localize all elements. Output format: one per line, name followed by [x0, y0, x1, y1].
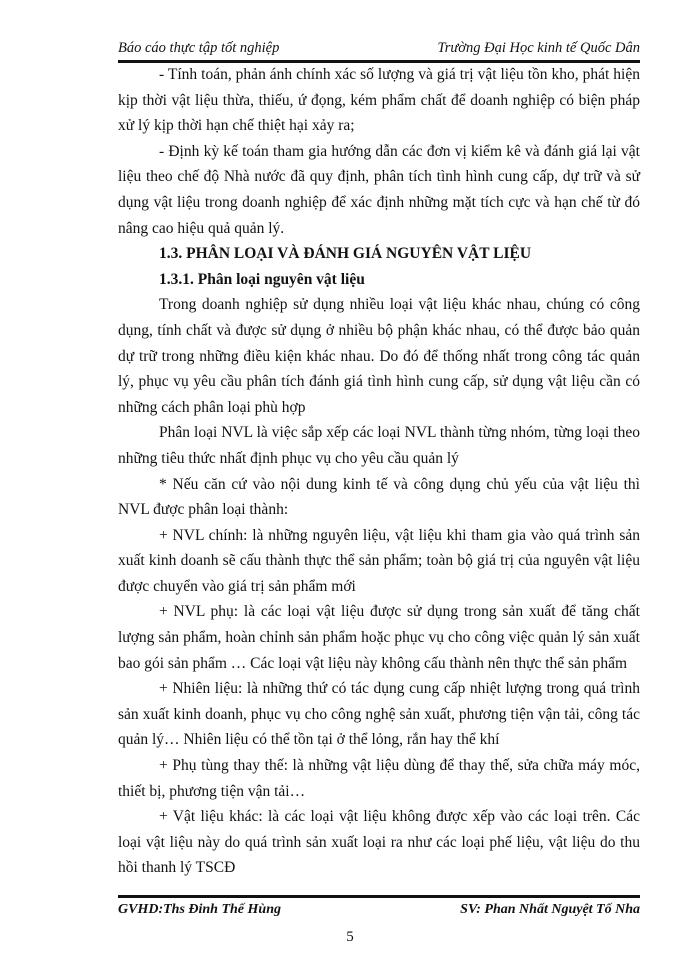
paragraph-5: * Nếu căn cứ vào nội dung kinh tế và công dụng chủ yếu của vật liệu thì NVL được phân loại thành: — [118, 475, 640, 519]
paragraph-9: + Phụ tùng thay thế: là những vật liệu dùng để thay thế, sửa chữa máy móc, thiết bị, phương tiện vận tải… — [118, 757, 640, 800]
footer-supervisor: GVHD:Ths Đinh Thế Hùng — [118, 902, 281, 917]
paragraph-7: + NVL phụ: là các loại vật liệu được sử dụng trong sản xuất để tăng chất lượng sản phẩm, hoàn chỉnh sản phẩm hoặc phục vụ cho công việc quản lý sản xuất bao gói sản phẩm … Các loại vật liệu này không cấu thành nên thực thể sản phẩm — [118, 603, 640, 672]
paragraph-3: Trong doanh nghiệp sử dụng nhiều loại vật liệu khác nhau, chúng có công dụng, tính chất và được sử dụng ở nhiều bộ phận khác nhau, có thể được bảo quản dự trữ trong những điều kiện khác nhau. Do đó để thống nhất trong công tác quản lý, phục vụ yêu cầu phân tích đánh giá tình hình cung cấp, sử dụng vật liệu cần có những cách phân loại phù hợp — [118, 296, 640, 416]
page-number: 5 — [346, 929, 354, 945]
section-heading: 1.3. PHÂN LOẠI VÀ ĐÁNH GIÁ NGUYÊN VẬT LIỆU — [159, 245, 532, 263]
header-university-name: Trường Đại Học kinh tế Quốc Dân — [437, 40, 640, 56]
paragraph-1: - Tính toán, phản ánh chính xác số lượng và giá trị vật liệu tồn kho, phát hiện kịp thời vật liệu thừa, thiếu, ứ đọng, kém phẩm chất để doanh nghiệp có biện pháp xử lý kịp thời hạn chế thiệt hại xảy ra; — [118, 66, 640, 135]
footer-student: SV: Phan Nhất Nguyệt Tố Nha — [460, 902, 640, 917]
subsection-heading: 1.3.1. Phân loại nguyên vật liệu — [159, 270, 365, 288]
page-footer — [118, 902, 640, 924]
paragraph-6: + NVL chính: là những nguyên liệu, vật liệu khi tham gia vào quá trình sản xuất kinh doanh sẽ cấu thành thực thể sản phẩm; toàn bộ giá trị của nguyên vật liệu được chuyển vào giá trị sản phẩm mới — [118, 526, 640, 595]
paragraph-2: - Định kỳ kế toán tham gia hướng dẫn các đơn vị kiểm kê và đánh giá lại vật liệu theo chế độ Nhà nước đã quy định, phân tích tình hình cung cấp, dự trữ và sử dụng vật liệu trong doanh nghiệp để xác định những mặt tích cực và hạn chế từ đó nâng cao hiệu quả quản lý. — [118, 142, 640, 237]
paragraph-10: + Vật liệu khác: là các loại vật liệu không được xếp vào các loại trên. Các loại vật liệu này do quá trình sản xuất loại ra như các loại phế liệu, vật liệu do thu hồi thanh lý TSCĐ — [118, 808, 640, 877]
page-header — [118, 40, 640, 62]
page-body — [118, 62, 640, 881]
paragraph-8: + Nhiên liệu: là những thứ có tác dụng cung cấp nhiệt lượng trong quá trình sản xuất kinh doanh, phục vụ cho công nghệ sản xuất, phương tiện vận tải, công tác quản lý… Nhiên liệu có thể tồn tại ở thể lỏng, rắn hay thể khí — [118, 680, 640, 749]
paragraph-4: Phân loại NVL là việc sắp xếp các loại NVL thành từng nhóm, từng loại theo những tiêu thức nhất định phục vụ cho yêu cầu quản lý — [118, 424, 640, 467]
footer-divider — [118, 895, 640, 898]
header-report-title: Báo cáo thực tập tốt nghiệp — [118, 40, 280, 56]
